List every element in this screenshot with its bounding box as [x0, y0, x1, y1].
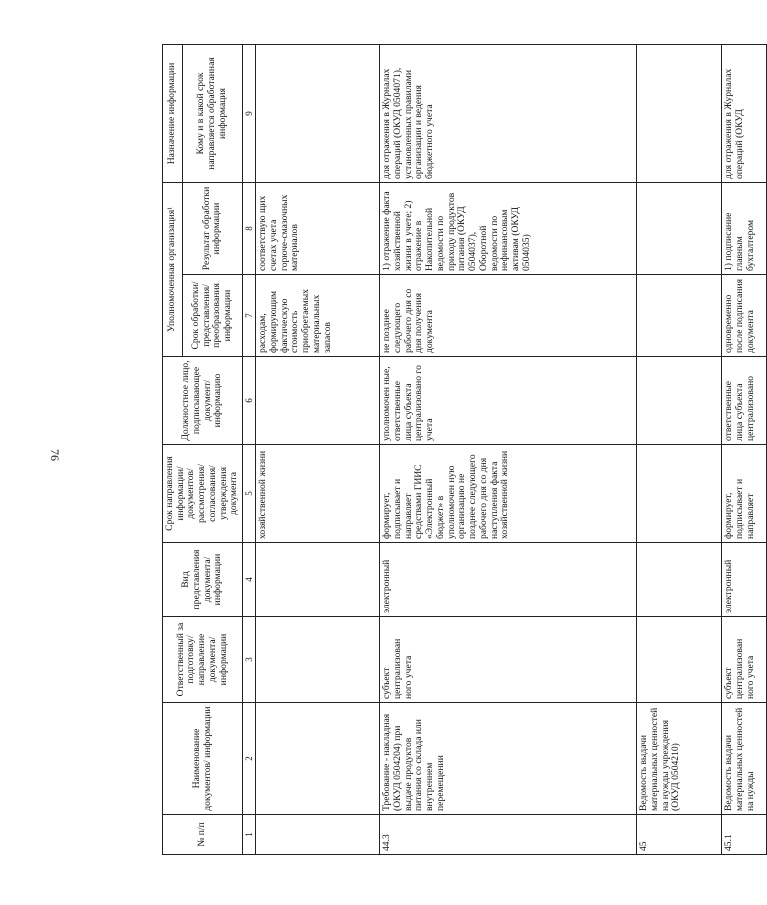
- page-number: 76: [48, 449, 62, 461]
- presentation-type: электронный: [380, 543, 637, 617]
- recipient: [637, 45, 722, 183]
- table-cell: [256, 617, 380, 703]
- processing-term: [637, 275, 722, 357]
- table-cell: соответствую щих счетах учета горюче-смазочных материалов: [256, 183, 380, 275]
- column-number: 1: [243, 815, 256, 855]
- table-cell: [256, 815, 380, 855]
- column-number: 5: [243, 445, 256, 543]
- rotated-table-container: [162, 45, 756, 855]
- column-number: 8: [243, 183, 256, 275]
- table-cell: [256, 703, 380, 815]
- column-number-row: [243, 45, 256, 855]
- header-signer: Должностное лицо, подписывающее документ/ информацию: [163, 357, 243, 445]
- header-number: № п/п: [163, 815, 243, 855]
- column-number: 6: [243, 357, 256, 445]
- presentation-type: [637, 543, 722, 617]
- column-number: 2: [243, 703, 256, 815]
- processing-term: не позднее следующего рабочего дня со дня получения документа: [380, 275, 637, 357]
- signer: уполномочен ные, ответственные лица субъекта централизовано го учета: [380, 357, 637, 445]
- send-term: формирует, подписывает и направляет: [722, 445, 767, 543]
- processing-term: одновременно после подписания документа: [722, 275, 767, 357]
- header-presentation-type: Вид представления документа/ информации: [163, 543, 243, 617]
- header-processing-term: Срок обработки/ представления/ преобразования информации: [182, 275, 242, 357]
- header-row-1: [163, 45, 183, 855]
- document-name: Ведомость выдачи материальных ценностей на нужды учреждения (ОКУД 0504210): [637, 703, 722, 815]
- table-cell: [256, 45, 380, 183]
- send-term: [637, 445, 722, 543]
- recipient: для отражения в Журналах операций (ОКУД: [722, 45, 767, 183]
- table-cell: [256, 543, 380, 617]
- document-name: Ведомость выдачи материальных ценностей на нужды: [722, 703, 767, 815]
- table-row-continuation: [256, 45, 380, 855]
- presentation-type: электронный: [722, 543, 767, 617]
- signer: [637, 357, 722, 445]
- header-send-term: Срок направления информации/ документов/ рассмотрения/ согласования/ утверждения документа: [163, 445, 243, 543]
- signer: ответственные лица субъекта централизовано: [722, 357, 767, 445]
- column-number: 9: [243, 45, 256, 183]
- header-recipient: Кому и в какой срок направляется обработанная информация: [182, 45, 242, 183]
- row-number: 45: [637, 815, 722, 855]
- header-authorized-org: Уполномоченная организация¹: [163, 183, 183, 357]
- document-name: Требование - накладная (ОКУД 0504204) при выдаче продуктов питания со склада или внутреннем перемещении: [380, 703, 637, 815]
- responsible: субъект централизован ного учета: [380, 617, 637, 703]
- table-cell: хозяйственной жизни: [256, 445, 380, 543]
- header-purpose: Назначение информации: [163, 45, 183, 183]
- responsible: [637, 617, 722, 703]
- row-number: 44.3: [380, 815, 637, 855]
- header-document-name: Наименование документов/ информации: [163, 703, 243, 815]
- document-table: [162, 44, 767, 855]
- header-responsible: Ответственный за подготовку/ направление документа/ информации: [163, 617, 243, 703]
- processing-result: 1) подписание главным бухгалтером: [722, 183, 767, 275]
- processing-result: 1) отражение факта хозяйственной жизни в учете; 2) отражение в Накопительной ведомости по приходу продуктов питания (ОКУД 0504037), Оборотной ведомости по нефинансовым активам (ОКУД 0504035): [380, 183, 637, 275]
- table-cell: расходам, формирующим фактическую стоимость приобретаемых материальных запасов: [256, 275, 380, 357]
- table-row: [380, 45, 637, 855]
- row-number: 45.1: [722, 815, 767, 855]
- column-number: 3: [243, 617, 256, 703]
- responsible: субъект централизован ного учета: [722, 617, 767, 703]
- header-processing-result: Результат обработки информации: [182, 183, 242, 275]
- recipient: для отражения в Журналах операций (ОКУД 0504071), установленных правилами организации и ведения бюджетного учета: [380, 45, 637, 183]
- column-number: 4: [243, 543, 256, 617]
- table-row: [637, 45, 722, 855]
- send-term: формирует, подписывает и направляет средствами ГИИС «Электронный бюджет» в уполномочен ную организацию не позднее следующего рабочего дня со дня наступления факта хозяйственной жизни: [380, 445, 637, 543]
- table-row: [722, 45, 767, 855]
- processing-result: [637, 183, 722, 275]
- column-number: 7: [243, 275, 256, 357]
- table-cell: [256, 357, 380, 445]
